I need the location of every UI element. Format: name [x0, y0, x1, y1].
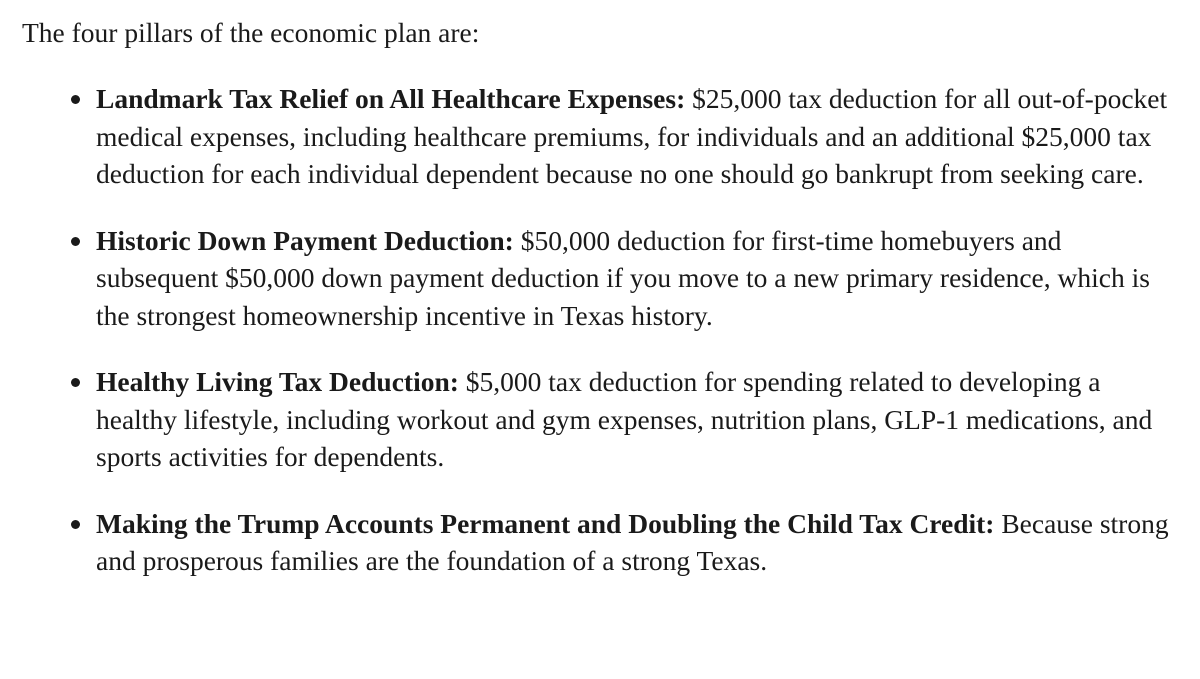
list-item [22, 80, 1182, 193]
intro-paragraph: The four pillars of the economic plan are: [22, 17, 480, 48]
list-item [22, 505, 1182, 580]
bullet-icon [71, 378, 80, 387]
document-body [22, 14, 1182, 609]
pillar-text: Because strong and prosperous families are the foundation of a strong Texas. [96, 507, 1169, 576]
pillar-title: Making the Trump Accounts Permanent and Doubling the Child Tax Credit: [96, 507, 995, 539]
pillar-text: $5,000 tax deduction for spending related to developing a healthy lifestyle, including workout and gym expenses, nutrition plans, GLP-1 medications, and sports activities for dependents. [96, 366, 1153, 472]
pillar-text: $50,000 deduction for first-time homebuyers and subsequent $50,000 down payment deduction if you move to a new primary residence, which is the strongest homeownership incentive in Texas history. [96, 224, 1150, 331]
list-item [22, 363, 1182, 476]
pillar-text: $25,000 tax deduction for all out-of-pocket medical expenses, including healthcare premiums, for individuals and an additional $25,000 tax deduction for each individual dependent because no one should go bankrupt from seeking care. [96, 83, 1168, 189]
bullet-icon [71, 520, 80, 529]
pillar-title: Landmark Tax Relief on All Healthcare Expenses: [96, 83, 686, 114]
bullet-icon [71, 237, 80, 246]
list-item [22, 222, 1182, 335]
bullet-icon [71, 95, 80, 104]
pillar-title: Historic Down Payment Deduction: [96, 224, 514, 256]
pillars-list [22, 80, 1182, 580]
pillar-title: Healthy Living Tax Deduction: [96, 366, 459, 397]
